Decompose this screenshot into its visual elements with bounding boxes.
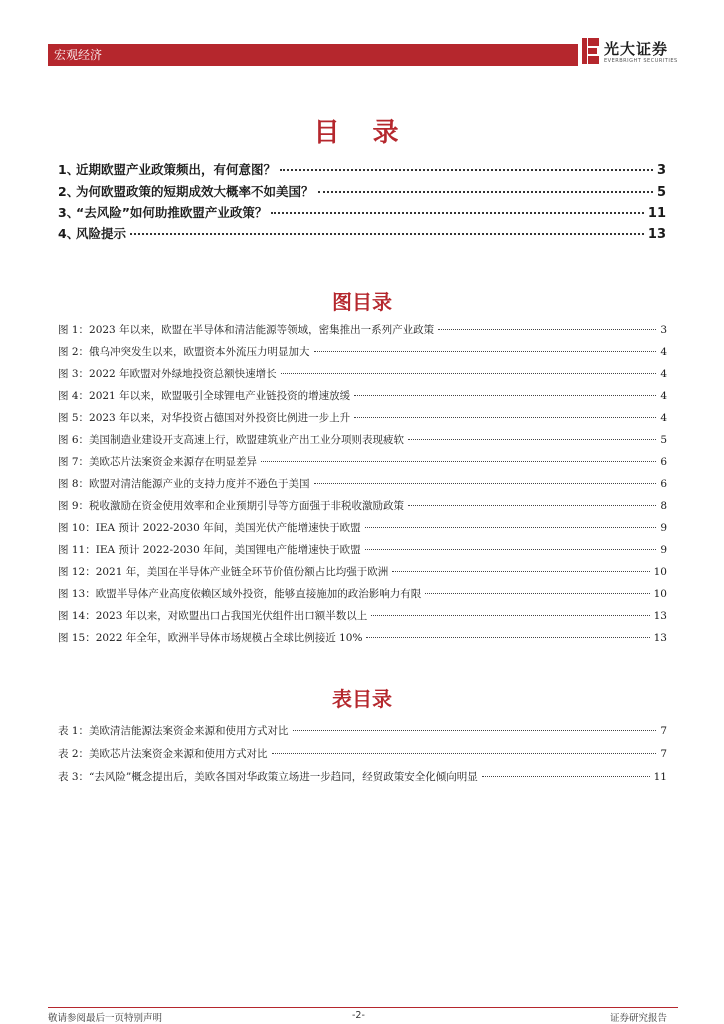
toc-item[interactable] bbox=[58, 203, 666, 223]
figure-page: 10 bbox=[653, 588, 667, 600]
dot-leader bbox=[314, 351, 657, 352]
figure-list-item[interactable] bbox=[58, 586, 667, 603]
figure-caption: 图 1：2023 年以来，欧盟在半导体和清洁能源等领域，密集推出一系列产业政策 bbox=[58, 324, 435, 336]
dot-leader bbox=[130, 233, 644, 235]
toc-item-text: 风险提示 bbox=[76, 226, 127, 241]
figure-caption: 图 10：IEA 预计 2022-2030 年间，美国光伏产能增速快于欧盟 bbox=[58, 522, 361, 534]
figure-list-title: 图目录 bbox=[332, 290, 392, 314]
figure-list-item[interactable] bbox=[58, 520, 667, 537]
header-section-bar bbox=[48, 44, 578, 66]
dot-leader bbox=[371, 615, 649, 616]
toc-item-text: 为何欧盟政策的短期成效大概率不如美国？ bbox=[76, 184, 314, 199]
figure-page: 6 bbox=[660, 478, 667, 490]
dot-leader bbox=[482, 776, 650, 777]
header-section-label: 宏观经济 bbox=[54, 48, 103, 62]
figure-list-item[interactable] bbox=[58, 388, 667, 405]
table-page: 11 bbox=[653, 771, 667, 783]
figure-list-item[interactable] bbox=[58, 344, 667, 361]
figure-caption: 图 4：2021 年以来，欧盟吸引全球锂电产业链投资的增速放缓 bbox=[58, 390, 351, 402]
figure-page: 9 bbox=[660, 544, 667, 556]
toc-title: 目 录 bbox=[313, 118, 411, 148]
figure-caption: 图 5：2023 年以来，对华投资占德国对外投资比例进一步上升 bbox=[58, 412, 351, 424]
figure-page: 3 bbox=[660, 324, 667, 336]
figure-page: 4 bbox=[660, 368, 667, 380]
figure-page: 9 bbox=[660, 522, 667, 534]
toc-item-number: 1、 bbox=[58, 162, 80, 177]
table-list-item[interactable] bbox=[58, 769, 667, 786]
toc-item-page: 11 bbox=[647, 206, 666, 221]
dot-leader bbox=[354, 417, 656, 418]
dot-leader bbox=[293, 730, 657, 731]
figure-list-item[interactable] bbox=[58, 630, 667, 647]
figure-caption: 图 2：俄乌冲突发生以来，欧盟资本外流压力明显加大 bbox=[58, 346, 310, 358]
figure-list-item[interactable] bbox=[58, 366, 667, 383]
figure-page: 10 bbox=[653, 566, 667, 578]
toc-item-text: “去风险”如何助推欧盟产业政策？ bbox=[76, 205, 268, 220]
toc-item-page: 13 bbox=[647, 227, 666, 242]
figure-caption: 图 15：2022 年全年，欧洲半导体市场规模占全球比例接近 10% bbox=[58, 632, 363, 644]
toc-item[interactable] bbox=[58, 160, 666, 180]
toc-item-number: 3、 bbox=[58, 205, 80, 220]
dot-leader bbox=[425, 593, 649, 594]
figure-list-item[interactable] bbox=[58, 498, 667, 515]
dot-leader bbox=[280, 169, 653, 171]
dot-leader bbox=[438, 329, 656, 330]
toc-item[interactable] bbox=[58, 224, 666, 244]
brand-logo-icon bbox=[582, 36, 600, 66]
figure-page: 4 bbox=[660, 412, 667, 424]
table-page: 7 bbox=[660, 748, 667, 760]
figure-list-item[interactable] bbox=[58, 410, 667, 427]
footer-divider bbox=[48, 1007, 678, 1008]
footer-report-type: 证券研究报告 bbox=[610, 1013, 668, 1024]
dot-leader bbox=[408, 505, 656, 506]
brand-logo bbox=[582, 36, 678, 70]
dot-leader bbox=[365, 549, 657, 550]
dot-leader bbox=[261, 461, 656, 462]
figure-page: 8 bbox=[660, 500, 667, 512]
figure-page: 13 bbox=[653, 610, 667, 622]
dot-leader bbox=[392, 571, 649, 572]
figure-caption: 图 9：税收激励在资金使用效率和企业预期引导等方面强于非税收激励政策 bbox=[58, 500, 405, 512]
brand-subtitle: EVERBRIGHT SECURITIES bbox=[604, 58, 678, 64]
figure-list-item[interactable] bbox=[58, 432, 667, 449]
dot-leader bbox=[366, 637, 649, 638]
figure-page: 4 bbox=[660, 390, 667, 402]
table-list-item[interactable] bbox=[58, 723, 667, 740]
dot-leader bbox=[271, 212, 643, 214]
figure-page: 4 bbox=[660, 346, 667, 358]
figure-caption: 图 13：欧盟半导体产业高度依赖区域外投资，能够直接施加的政治影响力有限 bbox=[58, 588, 422, 600]
figure-caption: 图 6：美国制造业建设开支高速上行，欧盟建筑业产出工业分项则表现疲软 bbox=[58, 434, 405, 446]
dot-leader bbox=[365, 527, 657, 528]
figure-list-item[interactable] bbox=[58, 542, 667, 559]
figure-list-item[interactable] bbox=[58, 476, 667, 493]
figure-page: 13 bbox=[653, 632, 667, 644]
footer-disclaimer: 敬请参阅最后一页特别声明 bbox=[48, 1013, 163, 1024]
figure-page: 6 bbox=[660, 456, 667, 468]
dot-leader bbox=[408, 439, 656, 440]
dot-leader bbox=[354, 395, 656, 396]
toc-item-page: 3 bbox=[656, 163, 666, 178]
dot-leader bbox=[314, 483, 657, 484]
table-caption: 表 3：“去风险”概念提出后，美欧各国对华政策立场进一步趋同，经贸政策安全化倾向明显 bbox=[58, 771, 478, 783]
figure-caption: 图 7：美欧芯片法案资金来源存在明显差异 bbox=[58, 456, 258, 468]
table-caption: 表 2：美欧芯片法案资金来源和使用方式对比 bbox=[58, 748, 268, 760]
table-page: 7 bbox=[660, 725, 667, 737]
figure-page: 5 bbox=[660, 434, 667, 446]
figure-caption: 图 12：2021 年，美国在半导体产业链全环节价值份额占比均强于欧洲 bbox=[58, 566, 389, 578]
toc-item-text: 近期欧盟产业政策频出，有何意图？ bbox=[76, 162, 277, 177]
figure-list-item[interactable] bbox=[58, 608, 667, 625]
figure-list-item[interactable] bbox=[58, 564, 667, 581]
brand-name: 光大证券 bbox=[604, 40, 669, 58]
figure-caption: 图 11：IEA 预计 2022-2030 年间，美国锂电产能增速快于欧盟 bbox=[58, 544, 361, 556]
table-list-title: 表目录 bbox=[332, 687, 392, 711]
dot-leader bbox=[318, 191, 653, 193]
footer-page-number: -2- bbox=[352, 1010, 365, 1021]
dot-leader bbox=[281, 373, 657, 374]
table-caption: 表 1：美欧清洁能源法案资金来源和使用方式对比 bbox=[58, 725, 289, 737]
toc-item-number: 2、 bbox=[58, 184, 80, 199]
figure-caption: 图 3：2022 年欧盟对外绿地投资总额快速增长 bbox=[58, 368, 277, 380]
figure-list-item[interactable] bbox=[58, 322, 667, 339]
toc-item[interactable] bbox=[58, 182, 666, 202]
dot-leader bbox=[272, 753, 657, 754]
toc-item-number: 4、 bbox=[58, 226, 80, 241]
table-list-item[interactable] bbox=[58, 746, 667, 763]
figure-caption: 图 14：2023 年以来，对欧盟出口占我国光伏组件出口额半数以上 bbox=[58, 610, 368, 622]
toc-item-page: 5 bbox=[656, 185, 666, 200]
figure-list-item[interactable] bbox=[58, 454, 667, 471]
figure-caption: 图 8：欧盟对清洁能源产业的支持力度并不逊色于美国 bbox=[58, 478, 310, 490]
